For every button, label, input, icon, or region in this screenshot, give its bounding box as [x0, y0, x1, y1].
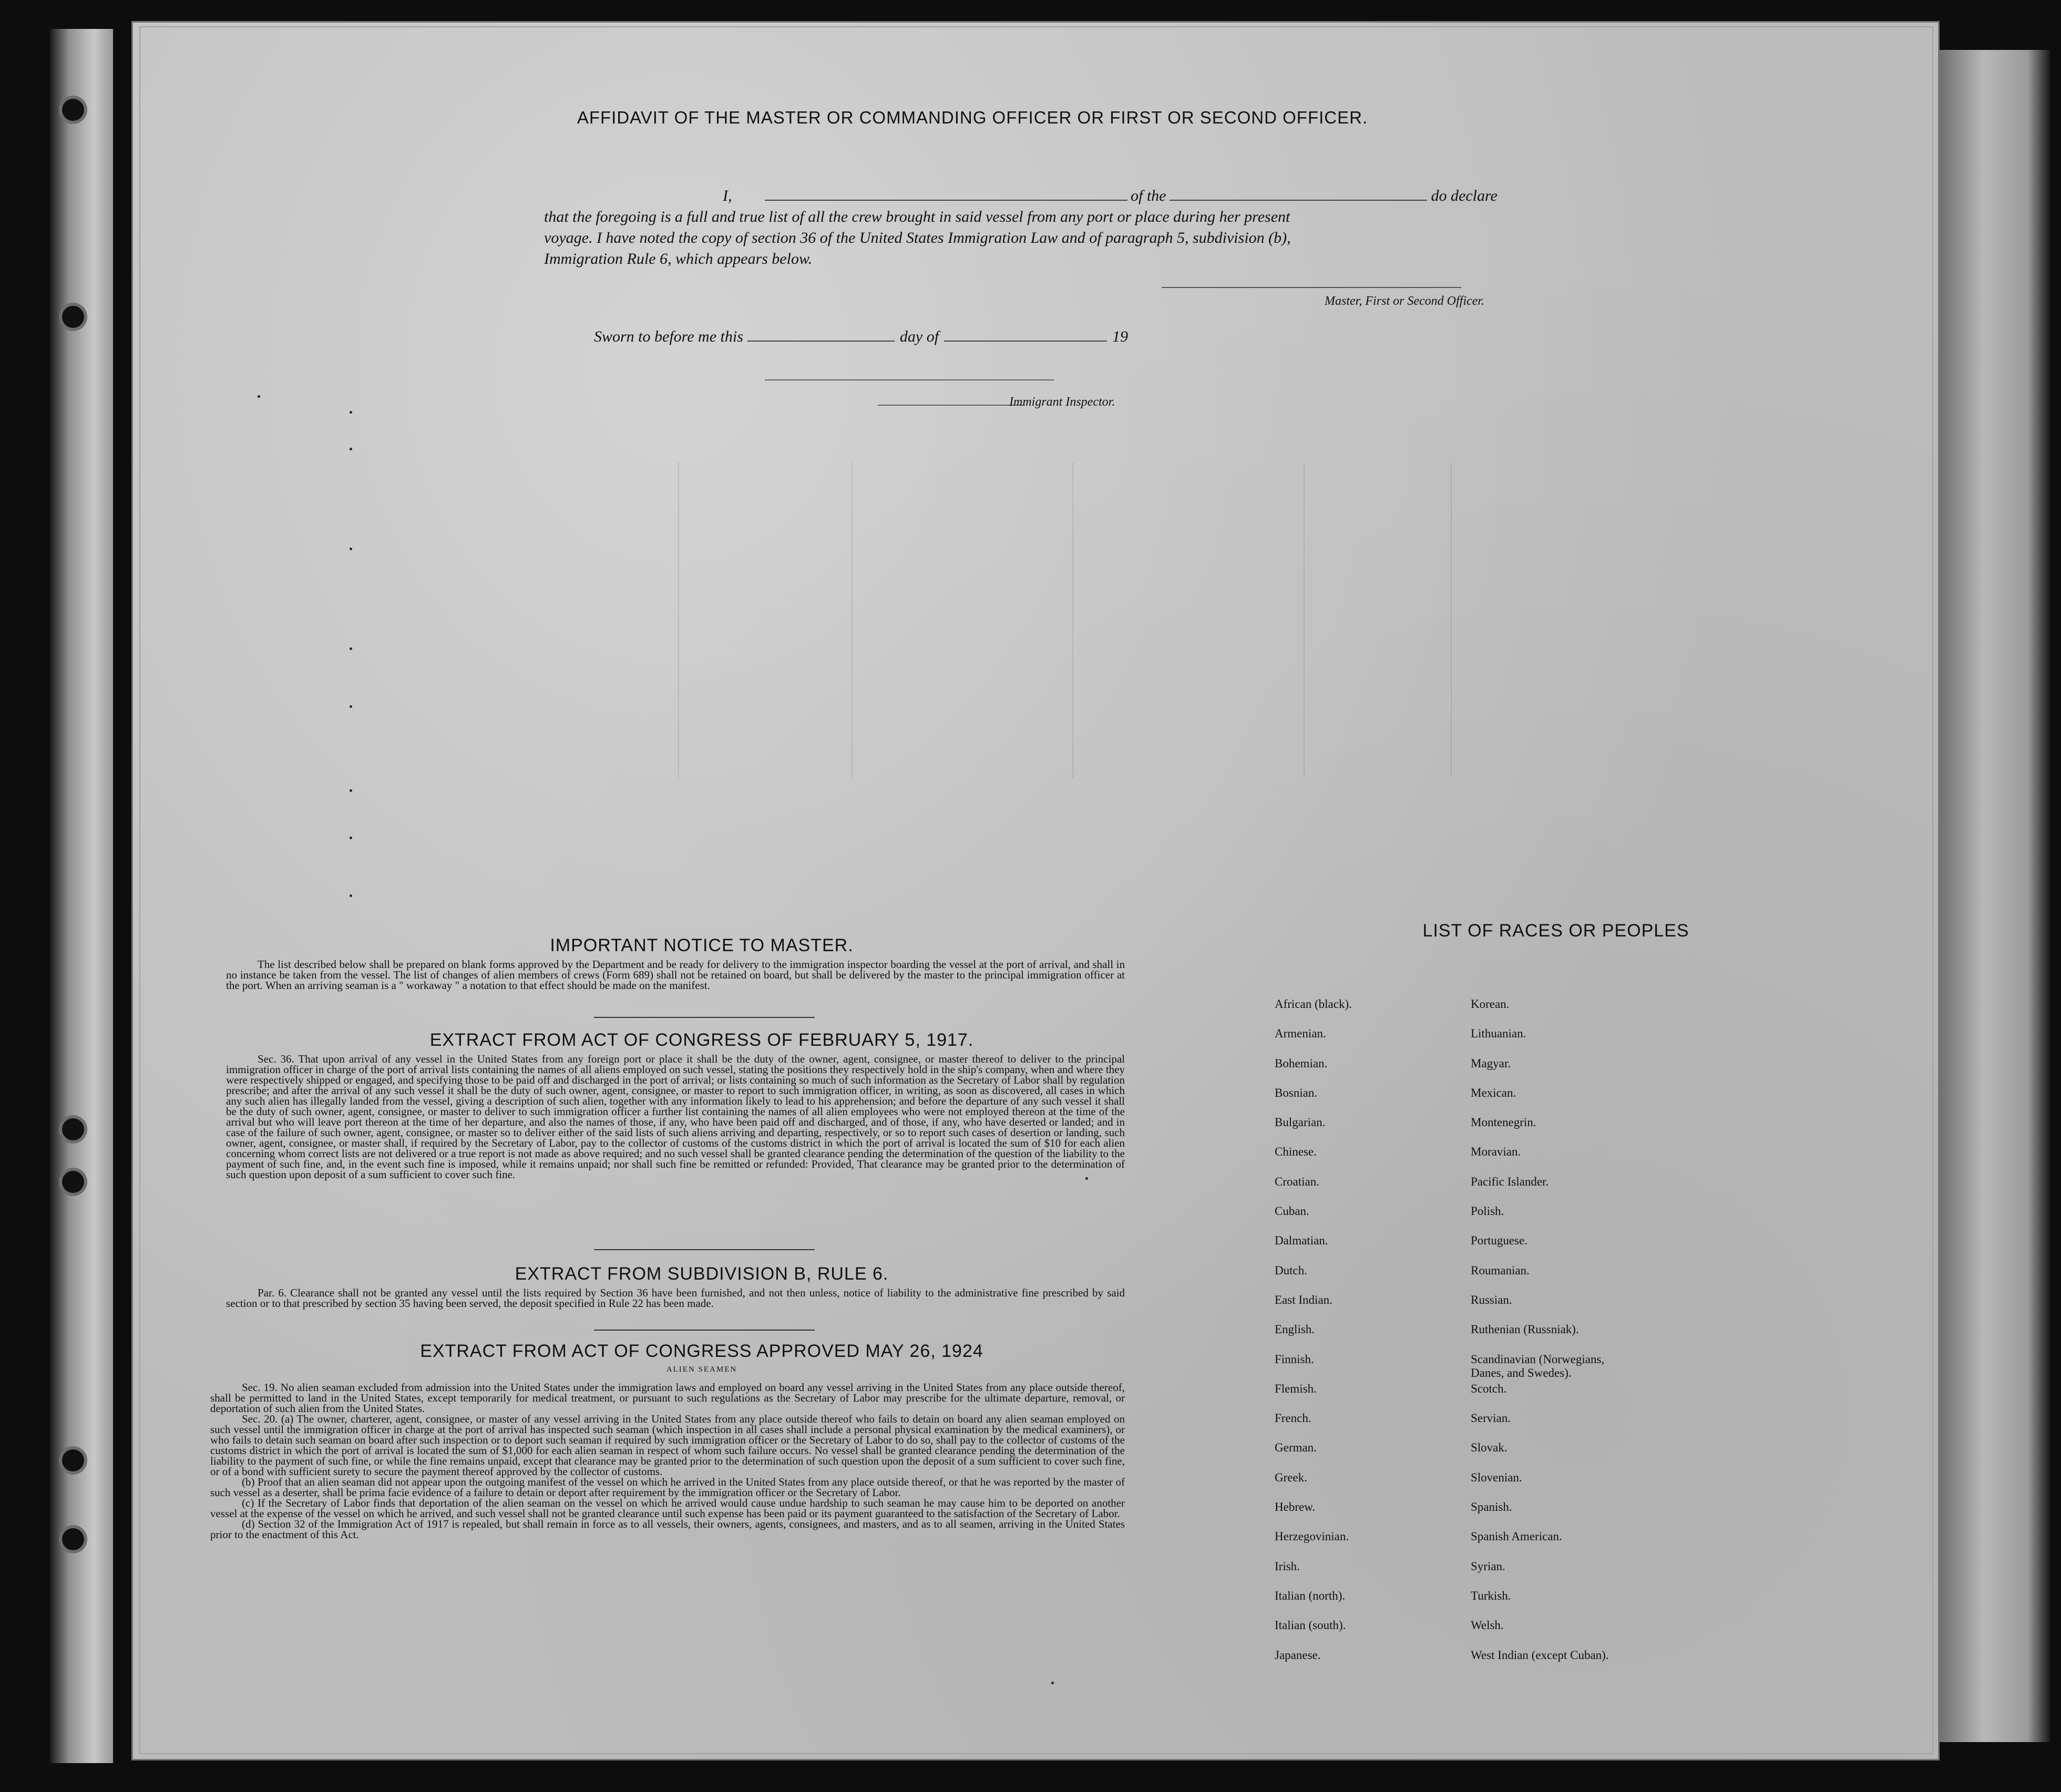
race-item: Flemish. — [1275, 1382, 1317, 1395]
speck — [350, 837, 352, 839]
race-item: Spanish American. — [1471, 1530, 1562, 1543]
speck — [350, 705, 352, 708]
inspector-signature-underline — [878, 405, 1025, 406]
affidavit-declare: do declare — [1431, 187, 1498, 204]
race-item: Roumanian. — [1471, 1263, 1530, 1277]
race-item: Portuguese. — [1471, 1234, 1527, 1248]
sec20d-text: (d) Section 32 of the Immigration Act of 1917 is repealed, but shall remain in force as to all vessels, their owners, agents, consignees, and masters, and as to all seamen, arriving in the United States prior to the enactment of this Act. — [210, 1518, 1125, 1541]
speck — [258, 395, 260, 398]
race-item: German. — [1275, 1441, 1317, 1455]
race-item: Japanese. — [1275, 1648, 1321, 1662]
affidavit-i: I, — [723, 187, 732, 204]
section-divider — [594, 1249, 815, 1250]
sec20b-text: (b) Proof that an alien seaman did not appear upon the outgoing manifest of the vessel on which he arrived in the United States from any place outside thereof, or that he was reported by the master of such vessel as a deserter, shall be prima facie evidence of a failure to detain or deport after requirement by the immigration officer or the Secretary of Labor. — [210, 1476, 1125, 1499]
master-name-field[interactable] — [765, 185, 1127, 201]
sec20c-text: (c) If the Secretary of Labor finds that deportation of the alien seaman on the vessel on which he arrived would cause undue hardship to such seaman he may cause him to be deported on another vessel at the expense of the vessel on which he arrived, and such vessel shall not be granted clearance until such expense has been paid or its payment guaranteed to the satisfaction of the Secretary of Labor. — [210, 1497, 1125, 1520]
speck — [350, 411, 352, 414]
races-title: LIST OF RACES OR PEOPLES — [1422, 921, 1689, 941]
affidavit-title: AFFIDAVIT OF THE MASTER OR COMMANDING OFFICER OR FIRST OR SECOND OFFICER. — [577, 108, 1368, 127]
race-item: Bosnian. — [1275, 1086, 1318, 1099]
affidavit-line-1 — [544, 185, 1537, 207]
race-item: Welsh. — [1471, 1619, 1504, 1632]
inspector-label: Immigrant Inspector. — [1009, 395, 1115, 409]
race-item: Slovenian. — [1471, 1470, 1522, 1484]
race-item: Mexican. — [1471, 1086, 1516, 1099]
race-item: Moravian. — [1471, 1145, 1521, 1159]
sworn-day-field[interactable] — [747, 326, 895, 342]
race-item: Irish. — [1275, 1559, 1300, 1573]
bleed-through-rule — [1072, 462, 1073, 778]
speck — [1051, 1682, 1054, 1684]
race-item: African (black). — [1275, 997, 1352, 1011]
race-item: Turkish. — [1471, 1589, 1511, 1602]
notice-title: IMPORTANT NOTICE TO MASTER. — [550, 935, 854, 955]
extract-rule6-title: EXTRACT FROM SUBDIVISION B, RULE 6. — [515, 1264, 889, 1284]
race-item: West Indian (except Cuban). — [1471, 1648, 1609, 1662]
extract-1917-body: Sec. 36. That upon arrival of any vessel in the United States from any foreign port or place it shall be the duty of the owner, agent, consignee, or master thereof to deliver to the principal immigration officer in charge of the port of arrival lists containing the names of all aliens employed on such vessel, stating the positions they respectively hold in the ship's company, when and where they were respectively shipped or engaged, and specifying those to be paid off and discharged in the port of arrival; or lists containing so much of such information as the Secretary of Labor shall by regulation prescribe; and after the arrival of any such vessel it shall be the duty of such owner, agent, consignee, or master to report to such immigration officer, in writing, as soon as discovered, all cases in which any such alien has illegally landed from the vessel, giving a description of such alien, together with any information likely to lead to his apprehension; and before the departure of any such vessel it shall be the duty of such owner, agent, consignee, or master to deliver to such immigration officer a further list containing the names of all alien employees who were not employed thereon at the time of the arrival but who will leave port thereon at the time of her departure, and also the names of those, if any, who have been paid off and discharged, and of those, if any, who have deserted or landed; and in case of the failure of such owner, agent, consignee, or master so to deliver either of the said lists of such aliens arriving and departing, respectively, or so to report such cases of desertion or landing, such owner, agent, consignee, or master shall, if required by the Secretary of Labor, pay to the collector of customs of the customs district in which the port of arrival is located the sum of $10 for each alien concerning whom correct lists are not delivered or a true report is not made as above required; and no such vessel shall be granted clearance pending the determination of the question of the liability to the payment of such fine, and, in the event such fine is imposed, while it remains unpaid; nor shall such fine be remitted or refunded: Provided, That clearance may be granted prior to the determination of such question upon deposit of a sum sufficient to cover such fine. — [226, 1053, 1125, 1181]
race-item: Cuban. — [1275, 1204, 1309, 1218]
page-stack-edge — [1940, 50, 2050, 1742]
race-item: Servian. — [1471, 1412, 1511, 1425]
race-item: Chinese. — [1275, 1145, 1317, 1159]
race-item: French. — [1275, 1412, 1311, 1425]
race-item: Ruthenian (Russniak). — [1471, 1323, 1579, 1336]
extract-1924-title: EXTRACT FROM ACT OF CONGRESS APPROVED MAY 26, 1924 — [420, 1341, 983, 1361]
extract-1924-subtitle: ALIEN SEAMEN — [666, 1365, 737, 1374]
race-item: East Indian. — [1275, 1293, 1332, 1306]
sec19-text: Sec. 19. No alien seaman excluded from admission into the United States under the immigration laws and employed on board any vessel arriving in the United States from any place outside thereof, shall be permitted to land in the United States, except temporarily for medical treatment, or pursuant to such regulations as the Secretary of Labor may prescribe for the ultimate departure, removal, or deportation of such alien from the United States. — [210, 1381, 1125, 1415]
race-item: Dutch. — [1275, 1263, 1307, 1277]
speck — [350, 548, 352, 550]
extract-1924-body — [210, 1382, 1125, 1540]
affidavit-of-the: of the — [1131, 187, 1166, 204]
sworn-statement — [594, 326, 1128, 346]
vessel-name-field[interactable] — [1170, 185, 1427, 201]
document-page — [131, 21, 1940, 1760]
sworn-month-field[interactable] — [944, 326, 1107, 342]
speck — [350, 647, 352, 650]
race-item: English. — [1275, 1323, 1315, 1336]
inspector-signature-field[interactable] — [765, 379, 1054, 380]
binding-hole — [62, 306, 84, 328]
binding-edge — [50, 29, 113, 1763]
race-item: Magyar. — [1471, 1056, 1511, 1070]
race-item: Polish. — [1471, 1204, 1504, 1218]
races-column-2 — [1471, 997, 1723, 1678]
race-item: Scandinavian (Norwegians, Danes, and Swedes). — [1471, 1352, 1605, 1379]
bleed-through-rule — [1304, 462, 1305, 778]
race-item: Lithuanian. — [1471, 1027, 1526, 1041]
section-divider — [594, 1017, 815, 1018]
signature-label: Master, First or Second Officer. — [1325, 294, 1484, 308]
binding-hole — [62, 99, 84, 121]
race-item: Armenian. — [1275, 1027, 1326, 1041]
extract-rule6-body: Par. 6. Clearance shall not be granted any vessel until the lists required by Section 36 have been furnished, and not then unless, notice of liability to the administrative fine prescribed by said section or to that prescribed by section 35 having been served, the deposit specified in Rule 22 has been made. — [226, 1286, 1125, 1310]
affidavit-line-4: Immigration Rule 6, which appears below. — [544, 250, 813, 267]
race-item: Greek. — [1275, 1470, 1307, 1484]
race-item: Scotch. — [1471, 1382, 1507, 1395]
race-item: Herzegovinian. — [1275, 1530, 1349, 1543]
binding-hole — [62, 1171, 84, 1193]
speck — [350, 894, 352, 897]
sworn-day-label: day of — [899, 328, 939, 345]
race-item: Slovak. — [1471, 1441, 1508, 1455]
binding-hole — [62, 1528, 84, 1550]
race-item: Spanish. — [1471, 1500, 1512, 1514]
race-item: Dalmatian. — [1275, 1234, 1328, 1248]
race-item: Syrian. — [1471, 1559, 1505, 1573]
race-item: Finnish. — [1275, 1352, 1314, 1366]
binding-hole — [62, 1118, 84, 1140]
race-item: Pacific Islander. — [1471, 1175, 1549, 1188]
bleed-through-rule — [678, 462, 679, 778]
sworn-year-prefix: 19 — [1112, 328, 1129, 345]
race-item: Croatian. — [1275, 1175, 1319, 1188]
races-column-1 — [1275, 997, 1453, 1678]
speck — [350, 448, 352, 450]
sec20a-text: Sec. 20. (a) The owner, charterer, agent, consignee, or master of any vessel arriving in the United States from any place outside thereof who fails to detain on board any alien seaman employed on such vessel until the immigration officer in charge at the port of arrival has inspected such seaman (which inspection in all cases shall include a personal physical examination by the medical examiners), or who fails to detain such seaman on board after such inspection or to deport such seaman if required by such immigration officer or the Secretary of Labor to do so, shall pay to the collector of customs of the customs district in which the port of arrival is located the sum of $1,000 for each alien seaman in respect of whom such failure occurs. No vessel shall be granted clearance pending the determination of the liability to the payment of such fine, or while the fine remains unpaid, except that clearance may be granted prior to the determination of such question upon the deposit of a sum sufficient to cover such fine, or of a bond with sufficient surety to secure the payment thereof approved by the collector of customs. — [210, 1413, 1125, 1478]
extract-1917-title: EXTRACT FROM ACT OF CONGRESS OF FEBRUARY 5, 1917. — [429, 1030, 974, 1050]
affidavit-body — [544, 185, 1537, 270]
race-item: Italian (north). — [1275, 1589, 1346, 1602]
bleed-through-rule — [1451, 462, 1452, 778]
affidavit-line-3: voyage. I have noted the copy of section 36 of the United States Immigration Law and of paragraph 5, subdivision (b), — [544, 229, 1291, 246]
bleed-through-rule — [852, 462, 853, 778]
master-signature-field[interactable] — [1162, 287, 1461, 288]
race-item: Korean. — [1471, 997, 1510, 1011]
sworn-prefix: Sworn to before me this — [594, 328, 743, 345]
race-item: Bulgarian. — [1275, 1116, 1326, 1129]
race-item: Bohemian. — [1275, 1056, 1328, 1070]
race-item: Russian. — [1471, 1293, 1512, 1306]
race-item: Hebrew. — [1275, 1500, 1316, 1514]
speck — [350, 789, 352, 792]
race-item: Italian (south). — [1275, 1619, 1346, 1632]
affidavit-line-2: that the foregoing is a full and true list of all the crew brought in said vessel from any port or place during her present — [544, 208, 1290, 225]
notice-body: The list described below shall be prepared on blank forms approved by the Department and be ready for delivery to the immigration inspector boarding the vessel at the port of arrival, and shall in no instance be taken from the vessel. The list of changes of alien members of crews (Form 689) shall not be retained on board, but shall be delivered by the master to the principal immigration officer at the port. When an arriving seaman is a " workaway " a notation to that effect should be made on the manifest. — [226, 958, 1125, 992]
section-divider — [594, 1330, 815, 1331]
binding-hole — [62, 1449, 84, 1471]
race-item: Montenegrin. — [1471, 1116, 1536, 1129]
